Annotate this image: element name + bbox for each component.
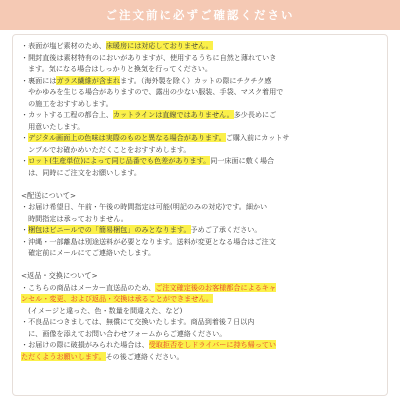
returns-line — [21, 328, 379, 340]
returns-line — [21, 316, 379, 328]
line-text: 時間指定は承っておりません。 — [21, 213, 128, 223]
line-text: 同一床面に敷く場合 — [210, 156, 275, 165]
highlighted-text: デジタル画面上の色味は実際のものと異なる場合があります。 — [28, 133, 226, 142]
notice-line — [21, 155, 379, 167]
line-text: ・ — [21, 156, 29, 165]
highlighted-text: ガラス繊維が含まれ — [56, 75, 121, 85]
line-text: 多少長めにご — [233, 110, 277, 119]
line-text: その後ご連絡ください。 — [105, 351, 184, 361]
notice-line — [21, 98, 379, 110]
returns-section-title: <返品・交換について> — [21, 271, 98, 280]
line-text: ・カットする工程の都合上、 — [21, 110, 113, 119]
highlighted-text: 床暖房には対応しておりません。 — [105, 41, 213, 50]
line-text: ンプルでお確かめいただくことをおすすめします。 — [21, 144, 191, 154]
returns-line — [21, 339, 379, 351]
line-text: ご購入前にカットサ — [225, 133, 290, 142]
line-text: 予めご了承ください。 — [190, 225, 262, 234]
notice-line — [21, 144, 379, 156]
line-text: の施工をおすすめします。 — [21, 98, 113, 108]
returns-list — [21, 282, 379, 363]
line-text: 確定前にメールにてご連絡いたします。 — [21, 248, 156, 257]
line-text: ・裏面には — [21, 75, 57, 85]
returns-line — [21, 351, 379, 363]
highlighted-text: カットラインは直線ではありません。 — [112, 110, 234, 119]
line-text: は、同時にご注文をお願いします。 — [21, 167, 142, 177]
line-text: ・お届け希望日、午前・午後の時間指定は可能(明記のみの対応)です。細かい — [21, 202, 268, 211]
notice-line — [21, 52, 379, 64]
line-text: ます。気になる場合はしっかりと換気を行ってください。 — [21, 64, 212, 73]
line-text: ・お届けの際に破損がみられた場合は、 — [21, 340, 149, 349]
line-text: ・開封直後は素材特有のにおいがありますが、使用するうちに自然と薄れていき — [21, 52, 277, 62]
line-text: ・ — [21, 225, 29, 234]
line-text: ・表面が塩ビ素材のため、 — [21, 41, 106, 50]
line-text: やかゆみを生じる場合がありますので、露出の少ない服装、手袋、マスク着用で — [21, 87, 284, 96]
notice-card — [12, 34, 388, 396]
line-text: ・こちらの商品はメーカー直送品のため、 — [21, 282, 156, 292]
notice-line — [21, 75, 379, 87]
notice-line — [21, 167, 379, 179]
returns-line — [21, 293, 379, 305]
notice-line — [21, 63, 379, 75]
notice-line — [21, 121, 379, 133]
notice-header — [0, 0, 400, 30]
line-text: 用意いたします。 — [21, 121, 85, 131]
highlighted-text: ロット(生産単位)によって同じ品番でも色差があります。 — [28, 156, 211, 165]
returns-line — [21, 282, 379, 294]
notice-list — [21, 40, 379, 178]
notice-line — [21, 86, 379, 98]
line-text: ・ — [21, 133, 29, 142]
line-text: ・沖縄・一部離島は別途送料が必要となります。送料が変更となる場合はご注文 — [21, 236, 276, 246]
shipping-line — [21, 213, 379, 225]
highlighted-text: 梱包はビニールでの「簡易梱包」のみとなります。 — [28, 225, 191, 234]
highlighted-text: 受取拒否をしドライバーに持ち帰ってい — [148, 340, 277, 349]
line-text: ・不良品につきましては、無償にて交換いたします。商品到着後７日以内 — [21, 317, 255, 326]
shipping-line — [21, 236, 379, 248]
highlighted-text: ただくようお願いします。 — [21, 351, 106, 361]
notice-header-title: ご注文前に必ずご確認ください — [105, 8, 295, 22]
notice-line — [21, 40, 379, 52]
line-text: ます。（海外製を除く）カットの際にチクチク感 — [120, 75, 272, 85]
notice-line — [21, 132, 379, 144]
shipping-line — [21, 247, 379, 259]
highlighted-text: ご注文確定後のお客様都合によるキャ — [155, 282, 276, 292]
shipping-line — [21, 201, 379, 213]
shipping-list — [21, 201, 379, 259]
highlighted-text: ンセル・変更、および返品・交換は承ることができません。 — [21, 294, 213, 303]
shipping-section-title: <配送について> — [21, 190, 77, 200]
line-text: (イメージと違った、色・数量を間違えた、など) — [21, 305, 183, 315]
notice-line — [21, 109, 379, 121]
returns-line — [21, 305, 379, 317]
shipping-line — [21, 224, 379, 236]
line-text: に、画像を添えてお問い合わせフォームからご連絡ください。 — [21, 328, 227, 338]
